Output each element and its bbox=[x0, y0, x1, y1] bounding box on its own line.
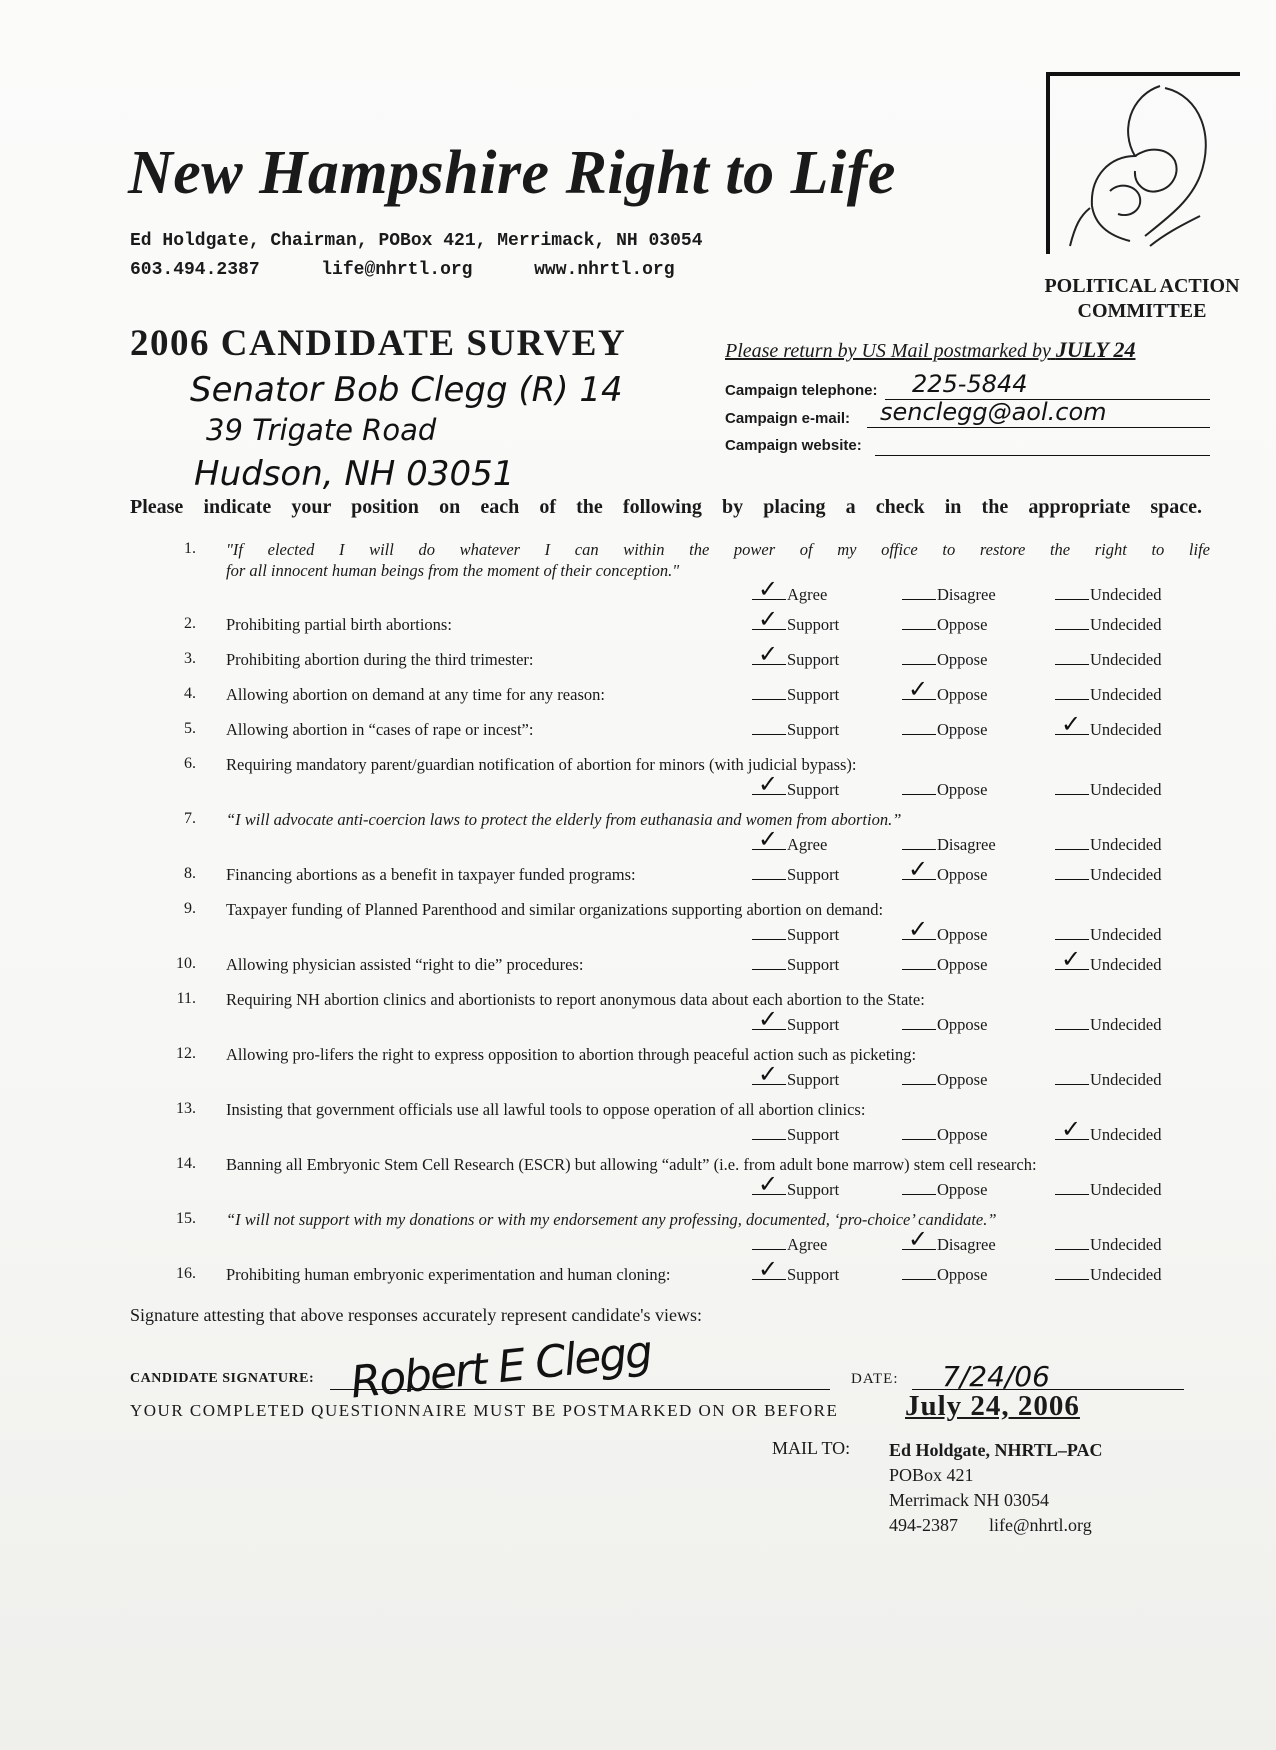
option-oppose[interactable] bbox=[902, 615, 987, 635]
date-label: DATE: bbox=[851, 1371, 899, 1387]
option-label: Undecided bbox=[1090, 1015, 1162, 1034]
question-number: 7. bbox=[184, 810, 196, 827]
answer-blank[interactable] bbox=[1055, 628, 1089, 630]
question-number: 5. bbox=[184, 720, 196, 737]
answer-blank[interactable] bbox=[1055, 1083, 1089, 1085]
question-number: 2. bbox=[184, 615, 196, 632]
option-label: Oppose bbox=[937, 780, 988, 799]
answer-blank[interactable] bbox=[902, 663, 936, 665]
answer-blank[interactable] bbox=[902, 1083, 936, 1085]
option-label: Oppose bbox=[937, 925, 988, 944]
answer-blank[interactable] bbox=[752, 1060, 786, 1088]
answer-blank[interactable] bbox=[902, 793, 936, 795]
deadline-text: YOUR COMPLETED QUESTIONNAIRE MUST BE POSTMARKED ON OR BEFORE bbox=[130, 1401, 839, 1420]
option-label: Undecided bbox=[1090, 835, 1162, 854]
option-support[interactable] bbox=[752, 1125, 839, 1145]
answer-blank[interactable] bbox=[902, 848, 936, 850]
option-label: Disagree bbox=[937, 835, 996, 854]
option-support[interactable] bbox=[752, 770, 840, 800]
signature-field[interactable]: Robert E Clegg bbox=[348, 1326, 654, 1409]
answer-blank[interactable] bbox=[1055, 793, 1089, 795]
question-number: 3. bbox=[184, 650, 196, 667]
option-label: Support bbox=[787, 1070, 840, 1089]
answer-blank[interactable] bbox=[752, 1255, 786, 1283]
option-label: Undecided bbox=[1090, 685, 1162, 704]
question-number: 14. bbox=[176, 1155, 196, 1172]
option-oppose[interactable] bbox=[902, 1180, 987, 1200]
deadline-date: July 24, 2006 bbox=[905, 1390, 1080, 1422]
answer-blank[interactable] bbox=[752, 640, 786, 668]
question-text: Allowing pro-lifers the right to express opposition to abortion through peaceful action such as picketing: bbox=[226, 1045, 917, 1064]
option-label: Disagree bbox=[937, 585, 996, 604]
option-label: Undecided bbox=[1090, 925, 1162, 944]
checkmark-icon: ✓ bbox=[758, 1005, 779, 1033]
question-number: 8. bbox=[184, 865, 196, 882]
option-undecided[interactable] bbox=[1055, 1265, 1161, 1285]
question-text: Insisting that government officials use all lawful tools to oppose operation of all abortion clinics: bbox=[226, 1100, 866, 1119]
mother-child-icon bbox=[1050, 76, 1240, 254]
option-support[interactable] bbox=[752, 605, 840, 635]
answer-blank[interactable] bbox=[1055, 698, 1089, 700]
question-number: 1. bbox=[184, 540, 196, 557]
return-note-text: Please return by US Mail postmarked by bbox=[725, 340, 1051, 362]
mail-pobox: POBox 421 bbox=[889, 1465, 974, 1485]
option-support[interactable] bbox=[752, 640, 840, 670]
candidate-street[interactable]: 39 Trigate Road bbox=[206, 413, 437, 447]
option-disagree[interactable] bbox=[902, 835, 996, 855]
question-number: 11. bbox=[176, 990, 196, 1007]
option-label: Oppose bbox=[937, 720, 988, 739]
option-label: Oppose bbox=[937, 865, 988, 884]
answer-blank[interactable] bbox=[1055, 598, 1089, 600]
mail-to-label: MAIL TO: bbox=[772, 1438, 851, 1458]
answer-blank[interactable] bbox=[1055, 945, 1089, 973]
option-oppose[interactable] bbox=[902, 1125, 987, 1145]
answer-blank[interactable] bbox=[752, 825, 786, 853]
option-undecided[interactable] bbox=[1055, 1070, 1161, 1090]
option-oppose[interactable] bbox=[902, 955, 987, 975]
option-label: Undecided bbox=[1090, 1125, 1162, 1144]
answer-blank[interactable] bbox=[1055, 938, 1089, 940]
checkmark-icon: ✓ bbox=[758, 575, 779, 603]
question-number: 10. bbox=[176, 955, 196, 972]
survey-title: 2006 CANDIDATE SURVEY bbox=[130, 323, 627, 364]
mail-phone-email bbox=[889, 1513, 1103, 1538]
instructions: Please indicate your position on each of the following by placing a check in the appropriate space. bbox=[130, 496, 1202, 518]
question-number: 15. bbox=[176, 1210, 196, 1227]
question-text: Financing abortions as a benefit in taxpayer funded programs: bbox=[226, 865, 636, 884]
option-label: Undecided bbox=[1090, 615, 1162, 634]
option-label: Support bbox=[787, 1125, 840, 1144]
option-label: Oppose bbox=[937, 1070, 988, 1089]
question-text: Prohibiting partial birth abortions: bbox=[226, 615, 452, 634]
checkmark-icon: ✓ bbox=[1061, 1115, 1082, 1143]
option-label: Oppose bbox=[937, 1015, 988, 1034]
mail-city: Merrimack NH 03054 bbox=[889, 1490, 1049, 1510]
option-oppose[interactable] bbox=[902, 720, 987, 740]
attest-text: Signature attesting that above responses accurately represent candidate's views: bbox=[130, 1305, 703, 1325]
option-label: Support bbox=[787, 720, 840, 739]
option-label: Support bbox=[787, 1180, 840, 1199]
option-label: Agree bbox=[787, 585, 828, 604]
campaign-tel-field[interactable]: 225-5844 bbox=[912, 370, 1028, 398]
option-label: Undecided bbox=[1090, 720, 1162, 739]
answer-blank[interactable] bbox=[902, 598, 936, 600]
question-number: 12. bbox=[176, 1045, 196, 1062]
mail-email: life@nhrtl.org bbox=[989, 1515, 1092, 1535]
answer-blank[interactable] bbox=[752, 1248, 786, 1250]
answer-blank[interactable] bbox=[1055, 1115, 1089, 1143]
question-text: Banning all Embryonic Stem Cell Research (ESCR) but allowing “adult” (i.e. from adult bone marrow) stem cell research: bbox=[226, 1155, 1037, 1174]
question-text: Prohibiting human embryonic experimentation and human cloning: bbox=[226, 1265, 671, 1284]
checkmark-icon: ✓ bbox=[758, 1255, 779, 1283]
option-label: Undecided bbox=[1090, 1265, 1162, 1284]
question-text: “I will advocate anti-coercion laws to protect the elderly from euthanasia and women from abortion.” bbox=[226, 810, 902, 829]
checkmark-icon: ✓ bbox=[758, 1170, 779, 1198]
option-oppose[interactable] bbox=[902, 915, 988, 945]
answer-blank[interactable] bbox=[752, 733, 786, 735]
answer-blank[interactable] bbox=[902, 1193, 936, 1195]
pac-line-1: POLITICAL ACTION bbox=[1044, 275, 1240, 297]
answer-blank[interactable] bbox=[1055, 1278, 1089, 1280]
option-label: Undecided bbox=[1090, 1235, 1162, 1254]
answer-blank[interactable] bbox=[902, 1028, 936, 1030]
option-label: Undecided bbox=[1090, 780, 1162, 799]
option-label: Oppose bbox=[937, 615, 988, 634]
campaign-email-field[interactable]: senclegg@aol.com bbox=[880, 398, 1107, 426]
option-oppose[interactable] bbox=[902, 650, 987, 670]
option-support[interactable] bbox=[752, 1060, 840, 1090]
option-undecided[interactable] bbox=[1055, 615, 1161, 635]
option-label: Support bbox=[787, 1015, 840, 1034]
signature-label: CANDIDATE SIGNATURE: bbox=[130, 1371, 315, 1386]
option-support[interactable] bbox=[752, 1005, 840, 1035]
option-undecided[interactable] bbox=[1055, 1235, 1161, 1255]
answer-blank[interactable] bbox=[902, 1138, 936, 1140]
option-label: Support bbox=[787, 1265, 840, 1284]
option-support[interactable] bbox=[752, 865, 839, 885]
date-field[interactable]: 7/24/06 bbox=[942, 1360, 1050, 1393]
question-text: Requiring NH abortion clinics and abortionists to report anonymous data about each abortion to the State: bbox=[226, 990, 925, 1009]
return-note bbox=[725, 337, 1136, 363]
option-disagree[interactable] bbox=[902, 1225, 996, 1255]
question-text-continued: for all innocent human beings from the moment of their conception." bbox=[226, 561, 680, 580]
option-label: Disagree bbox=[937, 1235, 996, 1254]
option-label: Oppose bbox=[937, 955, 988, 974]
option-label: Support bbox=[787, 650, 840, 669]
option-undecided[interactable] bbox=[1055, 945, 1162, 975]
option-oppose[interactable] bbox=[902, 1265, 987, 1285]
option-label: Oppose bbox=[937, 650, 988, 669]
answer-blank[interactable] bbox=[752, 938, 786, 940]
question-text: Prohibiting abortion during the third trimester: bbox=[226, 650, 534, 669]
option-support[interactable] bbox=[752, 685, 839, 705]
option-agree[interactable] bbox=[752, 1235, 827, 1255]
option-undecided[interactable] bbox=[1055, 685, 1161, 705]
option-support[interactable] bbox=[752, 1255, 840, 1285]
question-text: Allowing abortion in “cases of rape or incest”: bbox=[226, 720, 534, 739]
option-label: Support bbox=[787, 955, 840, 974]
option-oppose[interactable] bbox=[902, 1070, 987, 1090]
option-undecided[interactable] bbox=[1055, 585, 1161, 605]
answer-blank[interactable] bbox=[902, 915, 936, 943]
checkmark-icon: ✓ bbox=[908, 675, 929, 703]
answer-blank[interactable] bbox=[752, 605, 786, 633]
option-label: Support bbox=[787, 865, 840, 884]
option-undecided[interactable] bbox=[1055, 710, 1162, 740]
campaign-email-label: Campaign e-mail: bbox=[725, 410, 851, 427]
option-label: Undecided bbox=[1090, 955, 1162, 974]
option-label: Oppose bbox=[937, 1125, 988, 1144]
org-address: Ed Holdgate, Chairman, POBox 421, Merrimack, NH 03054 bbox=[130, 231, 703, 251]
question-number: 9. bbox=[184, 900, 196, 917]
checkmark-icon: ✓ bbox=[908, 855, 929, 883]
answer-blank[interactable] bbox=[902, 855, 936, 883]
mother-child-logo bbox=[1046, 72, 1240, 254]
option-undecided[interactable] bbox=[1055, 1015, 1161, 1035]
checkmark-icon: ✓ bbox=[908, 1225, 929, 1253]
option-agree[interactable] bbox=[752, 825, 828, 855]
option-undecided[interactable] bbox=[1055, 1180, 1161, 1200]
option-label: Oppose bbox=[937, 1180, 988, 1199]
question-text: Allowing physician assisted “right to die” procedures: bbox=[226, 955, 584, 974]
option-undecided[interactable] bbox=[1055, 835, 1161, 855]
answer-blank[interactable] bbox=[902, 1278, 936, 1280]
org-phone: 603.494.2387 bbox=[130, 260, 260, 280]
option-label: Support bbox=[787, 780, 840, 799]
mail-address bbox=[889, 1438, 1103, 1538]
checkmark-icon: ✓ bbox=[758, 770, 779, 798]
answer-blank[interactable] bbox=[752, 698, 786, 700]
answer-blank[interactable] bbox=[1055, 1193, 1089, 1195]
answer-blank[interactable] bbox=[902, 733, 936, 735]
answer-blank[interactable] bbox=[752, 770, 786, 798]
checkmark-icon: ✓ bbox=[1061, 945, 1082, 973]
answer-blank[interactable] bbox=[752, 878, 786, 880]
option-label: Undecided bbox=[1090, 1180, 1162, 1199]
option-label: Undecided bbox=[1090, 585, 1162, 604]
option-label: Support bbox=[787, 615, 840, 634]
answer-blank[interactable] bbox=[1055, 710, 1089, 738]
mail-phone: 494-2387 bbox=[889, 1515, 958, 1535]
question-number: 16. bbox=[176, 1265, 196, 1282]
return-date: JULY 24 bbox=[1055, 337, 1136, 362]
answer-blank[interactable] bbox=[752, 1138, 786, 1140]
answer-blank[interactable] bbox=[1055, 848, 1089, 850]
option-disagree[interactable] bbox=[902, 585, 996, 605]
answer-blank[interactable] bbox=[1055, 878, 1089, 880]
pac-line-2: COMMITTEE bbox=[1077, 300, 1207, 322]
question-text: Taxpayer funding of Planned Parenthood and similar organizations supporting abortion on demand: bbox=[226, 900, 884, 919]
option-support[interactable] bbox=[752, 925, 839, 945]
question-text: "If elected I will do whatever I can within the power of my office to restore the right to life bbox=[226, 540, 1210, 559]
answer-blank[interactable] bbox=[902, 628, 936, 630]
answer-blank[interactable] bbox=[902, 1225, 936, 1253]
option-label: Agree bbox=[787, 835, 828, 854]
option-label: Undecided bbox=[1090, 865, 1162, 884]
option-undecided[interactable] bbox=[1055, 650, 1161, 670]
answer-blank[interactable] bbox=[752, 968, 786, 970]
option-label: Oppose bbox=[937, 685, 988, 704]
org-title: New Hampshire Right to Life bbox=[128, 139, 896, 207]
org-email: life@nhrtl.org bbox=[321, 260, 473, 280]
pac-label bbox=[1012, 274, 1272, 324]
question-text: Requiring mandatory parent/guardian notification of abortion for minors (with judicial bypass): bbox=[226, 755, 857, 774]
checkmark-icon: ✓ bbox=[908, 915, 929, 943]
checkmark-icon: ✓ bbox=[1061, 710, 1082, 738]
candidate-city[interactable]: Hudson, NH 03051 bbox=[194, 454, 515, 494]
checkmark-icon: ✓ bbox=[758, 605, 779, 633]
option-oppose[interactable] bbox=[902, 675, 988, 705]
option-support[interactable] bbox=[752, 720, 839, 740]
option-label: Undecided bbox=[1090, 1070, 1162, 1089]
option-label: Support bbox=[787, 685, 840, 704]
answer-blank[interactable] bbox=[902, 968, 936, 970]
candidate-name[interactable]: Senator Bob Clegg (R) 14 bbox=[190, 370, 623, 410]
answer-blank[interactable] bbox=[902, 675, 936, 703]
option-support[interactable] bbox=[752, 955, 839, 975]
campaign-website-label: Campaign website: bbox=[725, 437, 862, 454]
org-website: www.nhrtl.org bbox=[534, 260, 675, 280]
answer-blank[interactable] bbox=[752, 1005, 786, 1033]
answer-blank[interactable] bbox=[1055, 663, 1089, 665]
answer-blank[interactable] bbox=[752, 575, 786, 603]
option-agree[interactable] bbox=[752, 575, 828, 605]
option-undecided[interactable] bbox=[1055, 925, 1161, 945]
campaign-tel-label: Campaign telephone: bbox=[725, 382, 878, 399]
question-text: “I will not support with my donations or with my endorsement any professing, documented, ‘pro-choice’ candidate.” bbox=[226, 1210, 997, 1229]
question-number: 13. bbox=[176, 1100, 196, 1117]
option-label: Oppose bbox=[937, 1265, 988, 1284]
option-label: Agree bbox=[787, 1235, 828, 1254]
campaign-email-line bbox=[867, 427, 1210, 428]
option-support[interactable] bbox=[752, 1170, 840, 1200]
option-undecided[interactable] bbox=[1055, 780, 1161, 800]
answer-blank[interactable] bbox=[1055, 1028, 1089, 1030]
campaign-website-line bbox=[875, 455, 1210, 456]
mail-name: Ed Holdgate, NHRTL–PAC bbox=[889, 1440, 1103, 1460]
answer-blank[interactable] bbox=[1055, 1248, 1089, 1250]
option-label: Undecided bbox=[1090, 650, 1162, 669]
option-oppose[interactable] bbox=[902, 780, 987, 800]
option-oppose[interactable] bbox=[902, 855, 988, 885]
option-undecided[interactable] bbox=[1055, 1115, 1162, 1145]
question-text: Allowing abortion on demand at any time for any reason: bbox=[226, 685, 605, 704]
option-undecided[interactable] bbox=[1055, 865, 1161, 885]
answer-blank[interactable] bbox=[752, 1170, 786, 1198]
org-contact-line bbox=[130, 260, 675, 280]
checkmark-icon: ✓ bbox=[758, 1060, 779, 1088]
checkmark-icon: ✓ bbox=[758, 825, 779, 853]
question-number: 6. bbox=[184, 755, 196, 772]
option-label: Support bbox=[787, 925, 840, 944]
checkmark-icon: ✓ bbox=[758, 640, 779, 668]
question-number: 4. bbox=[184, 685, 196, 702]
option-oppose[interactable] bbox=[902, 1015, 987, 1035]
